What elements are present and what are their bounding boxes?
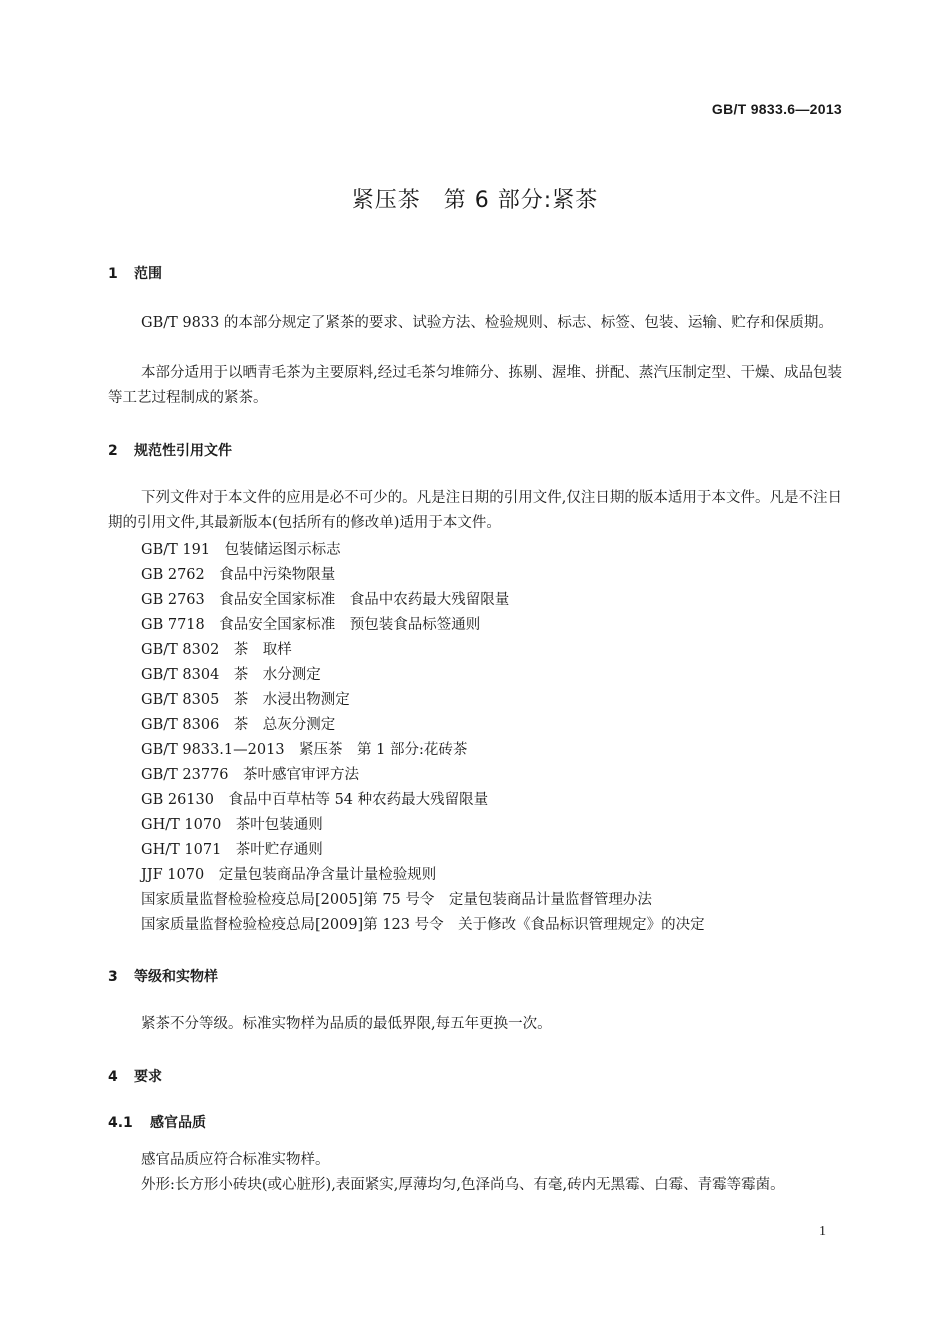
section-heading-1 bbox=[108, 263, 162, 283]
section-heading-3 bbox=[108, 966, 218, 986]
section-number: 4 bbox=[108, 1069, 118, 1085]
reference-item: GB/T 8306 茶 总灰分测定 bbox=[141, 717, 336, 733]
paragraph-scope-2: 本部分适用于以晒青毛茶为主要原料,经过毛茶匀堆筛分、拣剔、渥堆、拼配、蒸汽压制定型、干燥、成品包装等工艺过程制成的紧茶。 bbox=[108, 365, 842, 406]
paragraph-refs-intro: 下列文件对于本文件的应用是必不可少的。凡是注日期的引用文件,仅注日期的版本适用于本文件。凡是不注日期的引用文件,其最新版本(包括所有的修改单)适用于本文件。 bbox=[108, 490, 842, 531]
section-title: 规范性引用文件 bbox=[134, 443, 232, 459]
section-number: 2 bbox=[108, 443, 118, 459]
section-number: 1 bbox=[108, 266, 118, 282]
reference-item: GB/T 8302 茶 取样 bbox=[141, 642, 292, 658]
reference-item: GB 2763 食品安全国家标准 食品中农药最大残留限量 bbox=[141, 592, 510, 608]
page-number: 1 bbox=[819, 1224, 826, 1239]
section-number: 4.1 bbox=[108, 1115, 133, 1131]
section-title: 感官品质 bbox=[150, 1115, 206, 1131]
section-title: 等级和实物样 bbox=[134, 969, 218, 985]
section-heading-4 bbox=[108, 1066, 162, 1086]
reference-item: 国家质量监督检验检疫总局[2005]第 75 号令 定量包装商品计量监督管理办法 bbox=[141, 892, 652, 908]
reference-item: GH/T 1070 茶叶包装通则 bbox=[141, 817, 323, 833]
paragraph-sensory-2: 外形:长方形小砖块(或心脏形),表面紧实,厚薄均匀,色泽尚乌、有毫,砖内无黑霉、白霉、青霉等霉菌。 bbox=[141, 1177, 785, 1193]
reference-item: GB/T 191 包装储运图示标志 bbox=[141, 542, 341, 558]
reference-item: GB/T 8305 茶 水浸出物测定 bbox=[141, 692, 350, 708]
section-title: 范围 bbox=[134, 266, 162, 282]
reference-item: GB/T 9833.1—2013 紧压茶 第 1 部分:花砖茶 bbox=[141, 742, 468, 758]
reference-item: GB/T 8304 茶 水分测定 bbox=[141, 667, 321, 683]
paragraph-scope-1: GB/T 9833 的本部分规定了紧茶的要求、试验方法、检验规则、标志、标签、包装、运输、贮存和保质期。 bbox=[141, 315, 833, 331]
document-title: 紧压茶 第 6 部分:紧茶 bbox=[351, 188, 599, 213]
reference-item: GB/T 23776 茶叶感官审评方法 bbox=[141, 767, 360, 783]
reference-item: GB 26130 食品中百草枯等 54 种农药最大残留限量 bbox=[141, 792, 489, 808]
section-number: 3 bbox=[108, 969, 118, 985]
reference-item: GB 2762 食品中污染物限量 bbox=[141, 567, 336, 583]
section-title: 要求 bbox=[134, 1069, 162, 1085]
reference-item: GB 7718 食品安全国家标准 预包装食品标签通则 bbox=[141, 617, 481, 633]
reference-item: JJF 1070 定量包装商品净含量计量检验规则 bbox=[141, 867, 437, 883]
section-heading-4-1 bbox=[108, 1112, 206, 1132]
reference-item: 国家质量监督检验检疫总局[2009]第 123 号令 关于修改《食品标识管理规定》的决定 bbox=[141, 917, 705, 933]
paragraph-sensory-1: 感官品质应符合标准实物样。 bbox=[141, 1152, 330, 1168]
reference-item: GH/T 1071 茶叶贮存通则 bbox=[141, 842, 323, 858]
paragraph-grade: 紧茶不分等级。标准实物样为品质的最低界限,每五年更换一次。 bbox=[141, 1016, 552, 1032]
standard-code: GB/T 9833.6—2013 bbox=[711, 101, 842, 117]
section-heading-2 bbox=[108, 440, 232, 460]
